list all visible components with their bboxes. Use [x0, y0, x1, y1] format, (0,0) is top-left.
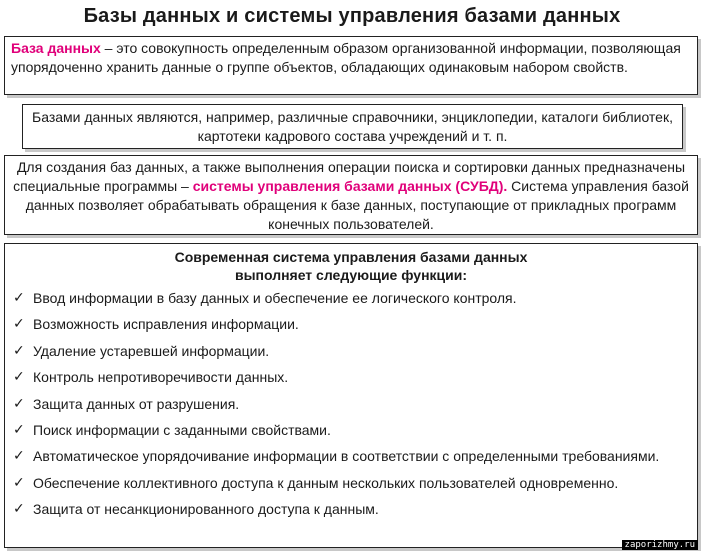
functions-heading — [11, 248, 691, 284]
definition-body: – это совокупность определенным образом организованной информации, позволяющая упорядоченно хранить данные о группе объектов, обладающих одинаковым набором свойств. — [11, 40, 681, 75]
definition-box — [4, 36, 698, 95]
function-item-text: Контроль непротиворечивости данных. — [33, 369, 289, 386]
checkmark-icon: ✓ — [13, 395, 25, 412]
function-item-text: Автоматическое упорядочивание информации в соответствии с определенными требованиями. — [33, 448, 660, 465]
function-item — [11, 421, 691, 439]
dbms-text — [13, 158, 689, 234]
examples-box — [22, 104, 683, 149]
definition-text — [11, 39, 691, 77]
function-item-text: Защита от несанкционированного доступа к данным. — [33, 501, 379, 518]
functions-heading-line2: выполняет следующие функции: — [234, 267, 468, 283]
function-item — [11, 395, 691, 413]
checkmark-icon: ✓ — [13, 501, 25, 518]
function-item — [11, 474, 691, 492]
dbms-text-after: Система управления базой данных позволяет обрабатывать обращения к базе данных, поступающие от прикладных программ конечных пользователей. — [25, 178, 689, 232]
function-item-text: Обеспечение коллективного доступа к данным нескольких пользователей одновременно. — [33, 474, 619, 491]
function-item-text: Ввод информации в базу данных и обеспечение ее логического контроля. — [33, 290, 517, 306]
functions-list — [11, 289, 691, 518]
function-item-text: Поиск информации с заданными свойствами. — [33, 421, 331, 438]
checkmark-icon: ✓ — [13, 421, 25, 438]
function-item — [11, 500, 691, 518]
function-item — [11, 447, 691, 465]
checkmark-icon: ✓ — [13, 290, 25, 306]
checkmark-icon: ✓ — [13, 316, 25, 333]
dbms-term: системы управления базами данных (СУБД). — [192, 178, 508, 194]
function-item — [11, 368, 691, 386]
function-item-text: Защита данных от разрушения. — [33, 395, 240, 412]
checkmark-icon: ✓ — [13, 342, 25, 359]
function-item-text: Возможность исправления информации. — [33, 316, 299, 333]
checkmark-icon: ✓ — [13, 448, 25, 465]
function-item-text: Удаление устаревшей информации. — [33, 342, 270, 359]
functions-box — [4, 243, 698, 548]
function-item — [11, 289, 691, 307]
functions-heading-line1: Современная система управления базами данных — [174, 249, 528, 265]
examples-text: Базами данных являются, например, различные справочники, энциклопедии, каталоги библиотек, картотеки кадрового состава учреждений и т. п. — [32, 109, 673, 144]
definition-term: База данных — [11, 40, 101, 56]
function-item — [11, 315, 691, 333]
dbms-box — [4, 155, 698, 235]
checkmark-icon: ✓ — [13, 474, 25, 491]
checkmark-icon: ✓ — [13, 369, 25, 386]
watermark: zaporizhmy.ru — [622, 540, 698, 550]
page-title: Базы данных и системы управления базами данных — [83, 5, 621, 27]
function-item — [11, 342, 691, 360]
dbms-text-before: Для создания баз данных, а также выполнения операции поиска и сортировки данных предназначены специальные программы – — [13, 159, 686, 194]
